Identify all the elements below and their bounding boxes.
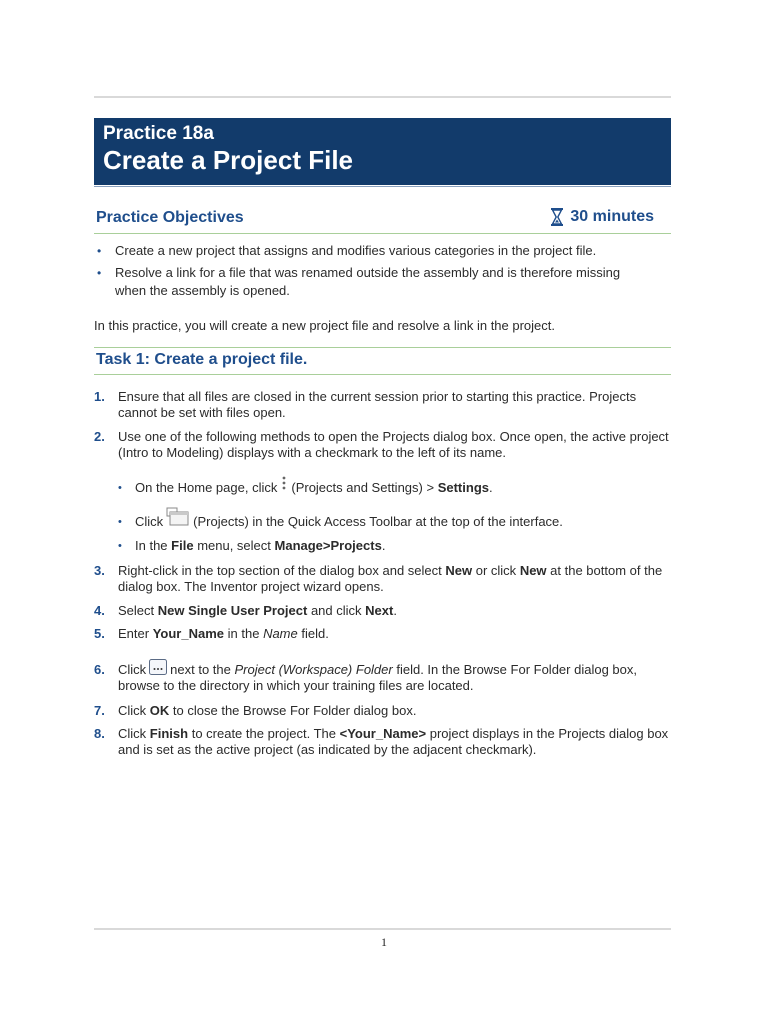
- duration: [550, 208, 654, 226]
- page-title: Create a Project File: [103, 145, 353, 175]
- footer-rule: [94, 928, 671, 930]
- top-rule: [94, 96, 671, 98]
- step-text: Click next to the Project (Workspace) Folder field. In the Browse For Folder dialog box, browse to the directory in which your training files are located.: [118, 662, 670, 694]
- bullet-icon: •: [97, 244, 102, 258]
- objective-text: Resolve a link for a file that was renamed outside the assembly and is therefore missing when the assembly is opened.: [115, 265, 621, 298]
- step-text: Click Finish to create the project. The <Your_Name> project displays in the Projects dialog box and is set as the active project (as indicated by the adjacent checkmark).: [118, 726, 669, 757]
- step-number: 6.: [94, 662, 105, 677]
- bullet-icon: •: [97, 266, 102, 280]
- kebab-menu-icon: [280, 475, 288, 493]
- step-text: Use one of the following methods to open the Projects dialog box. Once open, the active project (Intro to Modeling) displays with a checkmark to the left of its name.: [118, 429, 669, 460]
- step-number: 4.: [94, 603, 105, 618]
- task-rule-top: [94, 347, 671, 348]
- intro-paragraph: In this practice, you will create a new project file and resolve a link in the project.: [94, 318, 556, 333]
- bullet-icon: •: [118, 540, 122, 552]
- hourglass-icon: [550, 208, 564, 226]
- step-text: Click OK to close the Browse For Folder dialog box.: [118, 703, 417, 718]
- step-number: 2.: [94, 429, 105, 444]
- practice-number: Practice 18a: [103, 123, 214, 144]
- task-heading: Task 1: Create a project file.: [96, 351, 308, 368]
- list-item: [94, 264, 654, 300]
- objectives-rule: [94, 233, 671, 234]
- objectives-heading: Practice Objectives: [96, 209, 244, 226]
- step-text: Right-click in the top section of the dialog box and select New or click New at the bottom of the dialog box. The Inventor project wizard opens.: [118, 563, 663, 594]
- method-text: Click (Projects) in the Quick Access Toolbar at the top of the interface.: [135, 514, 563, 530]
- method-text: On the Home page, click (Projects and Settings) > Settings.: [135, 480, 493, 496]
- title-underline: [94, 186, 671, 187]
- page-number: 1: [381, 935, 387, 949]
- list-item: [94, 242, 654, 260]
- step-text: Ensure that all files are closed in the current session prior to starting this practice. Projects cannot be set with files open.: [118, 389, 637, 420]
- step-text: Select New Single User Project and click Next.: [118, 603, 397, 618]
- duration-text: 30 minutes: [570, 208, 654, 225]
- browse-button-icon: [149, 659, 167, 675]
- step-number: 8.: [94, 726, 105, 741]
- projects-icon: [166, 507, 190, 527]
- method-text: In the File menu, select Manage>Projects.: [135, 538, 386, 553]
- bullet-icon: •: [118, 516, 122, 528]
- step-number: 5.: [94, 626, 105, 641]
- step-number: 7.: [94, 703, 105, 718]
- objectives-list: [94, 242, 654, 304]
- title-banner: [94, 118, 671, 185]
- step-number: 1.: [94, 389, 105, 404]
- step-text: Enter Your_Name in the Name field.: [118, 626, 329, 641]
- task-rule-bottom: [94, 374, 671, 375]
- bullet-icon: •: [118, 482, 122, 494]
- objective-text: Create a new project that assigns and modifies various categories in the project file.: [115, 243, 597, 258]
- objectives-header: [96, 208, 654, 232]
- step-number: 3.: [94, 563, 105, 578]
